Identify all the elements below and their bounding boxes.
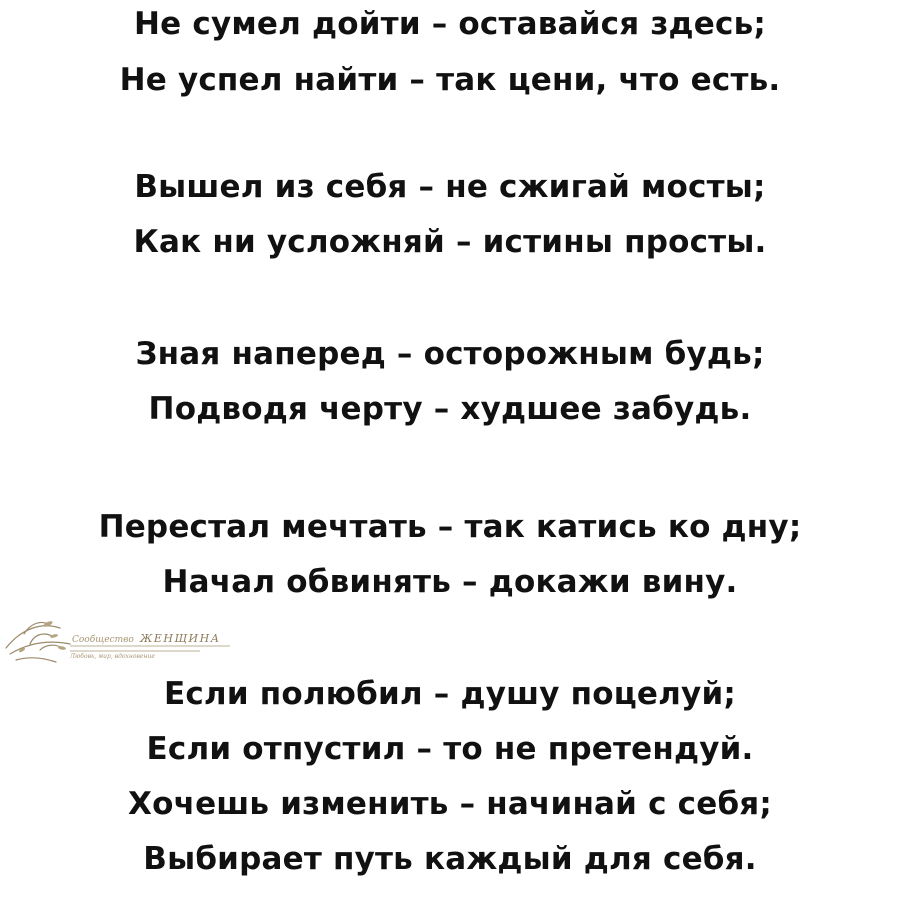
poem-line: Если полюбил – душу поцелуй; [163, 676, 736, 712]
poem-line: Не сумел дойти – оставайся здесь; [134, 6, 766, 42]
watermark-text: ЖЕНЩИНА [140, 632, 221, 645]
poem-line: Как ни усложняй – истины просты. [133, 224, 767, 260]
poem-line: Хочешь изменить – начинай с себя; [127, 786, 773, 822]
poem-line: Не успел найти – так цени, что есть. [119, 62, 781, 98]
poem-line: Выбирает путь каждый для себя. [143, 841, 757, 877]
poem-line: Подводя черту – худшее забудь. [148, 391, 752, 427]
poem-line: Если отпустил – то не претендуй. [146, 731, 754, 767]
poem-line: Зная наперед – осторожным будь; [135, 336, 765, 372]
floral-ornament-icon [0, 604, 236, 674]
poem-line: Начал обвинять – докажи вину. [162, 564, 738, 600]
watermark-logo [0, 604, 236, 674]
svg-text:Любовь, мир, вдохновение: Любовь, мир, вдохновение [70, 653, 155, 660]
poem-line: Вышел из себя – не сжигай мосты; [134, 169, 766, 205]
svg-text:Сообщество: Сообщество [72, 635, 134, 645]
poem-line: Перестал мечтать – так катись ко дну; [98, 509, 802, 545]
